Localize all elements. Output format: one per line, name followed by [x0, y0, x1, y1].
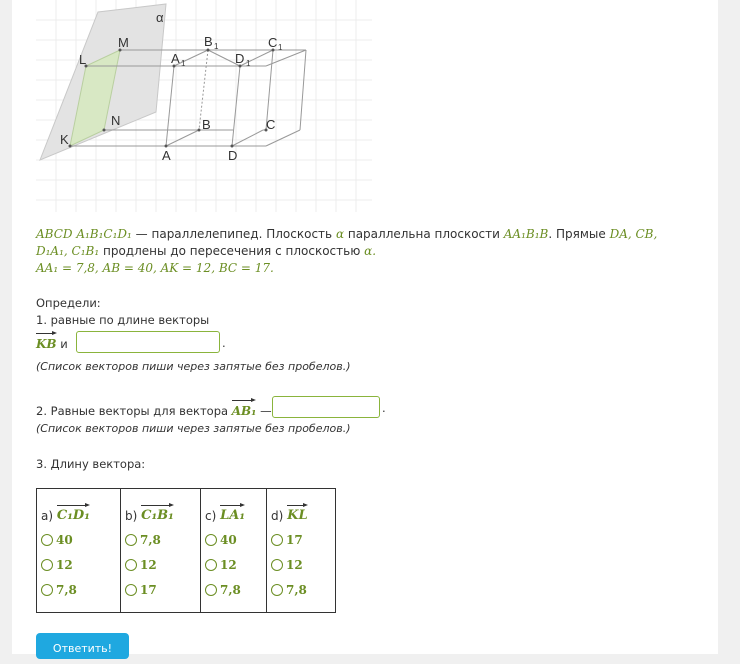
option-value: 17	[286, 532, 303, 547]
option-d-1[interactable]	[271, 527, 331, 552]
label-d: D	[228, 148, 238, 163]
column-a-header	[41, 489, 116, 527]
option-value: 7,8	[56, 582, 77, 597]
text: продлены до пересечения с плоскостью	[99, 244, 365, 258]
label-b1: B	[204, 34, 213, 49]
column-b-header	[125, 489, 196, 527]
label-k: K	[60, 132, 69, 147]
math-parallelepiped: ABCD A₁B₁C₁D₁	[36, 227, 132, 241]
label-m: M	[118, 35, 129, 50]
q2-period: .	[382, 401, 386, 415]
q2-dash: —	[256, 404, 272, 418]
option-a-3[interactable]	[41, 577, 116, 602]
column-b	[121, 489, 201, 613]
label-n: N	[111, 113, 121, 128]
math-lines-2: D₁A₁, C₁B₁	[36, 244, 100, 258]
radio-button[interactable]	[205, 559, 217, 571]
q2-title: 2. Равные векторы для вектора	[36, 404, 232, 418]
parallelepiped-figure	[36, 0, 372, 212]
problem-line-1	[36, 226, 657, 242]
column-c-header	[205, 489, 262, 527]
label-c1: C	[268, 35, 278, 50]
submit-button[interactable]: Ответить!	[36, 633, 129, 659]
label-b: B	[202, 117, 211, 132]
option-c-3[interactable]	[205, 577, 262, 602]
option-a-2[interactable]	[41, 552, 116, 577]
prefix: b)	[125, 509, 138, 523]
vector-kl: KL	[287, 503, 307, 523]
radio-button[interactable]	[271, 559, 283, 571]
option-value: 12	[56, 557, 73, 572]
option-value: 7,8	[286, 582, 307, 597]
text: параллельна плоскости	[344, 227, 504, 241]
radio-button[interactable]	[41, 559, 53, 571]
vector-c1b1: C₁B₁	[141, 503, 174, 523]
column-d-header	[271, 489, 331, 527]
option-b-1[interactable]	[125, 527, 196, 552]
radio-button[interactable]	[125, 584, 137, 596]
prefix: d)	[271, 509, 284, 523]
radio-button[interactable]	[205, 534, 217, 546]
option-value: 7,8	[220, 582, 241, 597]
label-c: C	[266, 117, 276, 132]
column-a	[37, 489, 121, 613]
q1-and: и	[56, 337, 68, 351]
option-value: 7,8	[140, 532, 161, 547]
option-b-3[interactable]	[125, 577, 196, 602]
q2-answer-input[interactable]	[272, 396, 380, 418]
label-a1: A	[171, 51, 180, 66]
problem-line-2	[36, 243, 376, 259]
radio-button[interactable]	[125, 559, 137, 571]
option-value: 40	[56, 532, 73, 547]
label-alpha: α	[156, 10, 164, 25]
label-l: L	[79, 52, 87, 67]
radio-button[interactable]	[205, 584, 217, 596]
vector-length-table	[36, 488, 336, 613]
q1-title: 1. равные по длине векторы	[36, 313, 210, 327]
math-alpha: α	[335, 227, 345, 241]
q2-row	[36, 398, 272, 419]
q3-title: 3. Длину вектора:	[36, 457, 146, 471]
q2-hint: (Список векторов пиши через запятые без пробелов.)	[36, 422, 351, 435]
option-d-2[interactable]	[271, 552, 331, 577]
option-value: 12	[286, 557, 303, 572]
column-c	[201, 489, 267, 613]
label-d1-sub: 1	[246, 59, 251, 68]
vector-c1d1: C₁D₁	[57, 503, 90, 523]
option-d-3[interactable]	[271, 577, 331, 602]
radio-button[interactable]	[271, 534, 283, 546]
q1-vector: KB	[36, 331, 57, 352]
q1-row	[36, 331, 68, 352]
q2-vector: AB₁	[232, 398, 257, 419]
label-b1-sub: 1	[214, 42, 219, 51]
q1-answer-input[interactable]	[76, 331, 220, 353]
label-a: A	[162, 148, 171, 163]
option-value: 17	[140, 582, 157, 597]
label-c1-sub: 1	[278, 43, 283, 52]
option-b-2[interactable]	[125, 552, 196, 577]
q1-period: .	[222, 336, 226, 350]
problem-line-3	[36, 260, 274, 276]
prefix: c)	[205, 509, 217, 523]
prefix: a)	[41, 509, 54, 523]
vector-la1: LA₁	[220, 503, 245, 523]
radio-button[interactable]	[41, 584, 53, 596]
label-a1-sub: 1	[181, 59, 186, 68]
option-value: 12	[140, 557, 157, 572]
option-value: 12	[220, 557, 237, 572]
column-d	[267, 489, 336, 613]
math-given-values: AA₁ = 7,8, AB = 40, AK = 12, BC = 17.	[36, 261, 274, 275]
label-d1: D	[235, 51, 245, 66]
radio-button[interactable]	[271, 584, 283, 596]
math-lines: DA, CB,	[609, 227, 658, 241]
option-value: 40	[220, 532, 237, 547]
option-a-1[interactable]	[41, 527, 116, 552]
radio-button[interactable]	[41, 534, 53, 546]
math-plane: AA₁B₁B	[503, 227, 549, 241]
text: . Прямые	[548, 227, 610, 241]
questions-intro: Определи:	[36, 296, 101, 310]
option-c-1[interactable]	[205, 527, 262, 552]
math-alpha-2: α.	[364, 244, 377, 258]
text: — параллелепипед. Плоскость	[131, 227, 336, 241]
radio-button[interactable]	[125, 534, 137, 546]
q1-hint: (Список векторов пиши через запятые без пробелов.)	[36, 360, 351, 373]
option-c-2[interactable]	[205, 552, 262, 577]
